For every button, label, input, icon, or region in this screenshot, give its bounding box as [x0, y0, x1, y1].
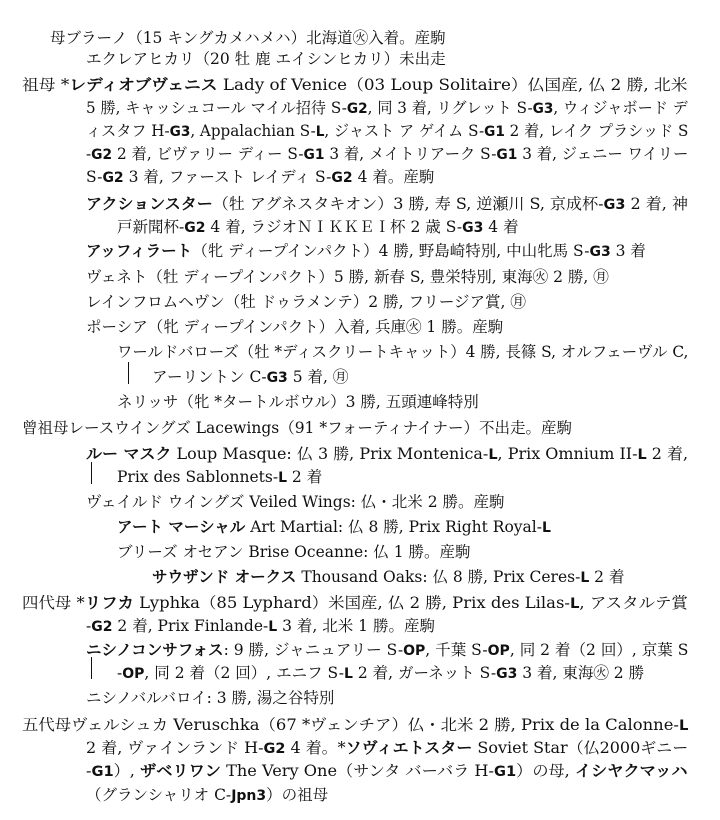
line-text: : 9 勝, ジャニュアリー S- — [223, 641, 404, 659]
line-text: 戸新聞杯- — [117, 218, 185, 236]
line-text: Lyphka（85 Lyphard）米国産, 仏 2 勝, Prix des Lilas- — [133, 594, 570, 612]
horse-name: アッフィラート — [86, 242, 193, 260]
line-text: 四代母 * — [22, 594, 85, 612]
pedigree-line — [117, 466, 322, 489]
race-grade: OP — [487, 643, 510, 659]
line-text: 3 着 — [610, 242, 646, 260]
line-text: 2 着 — [287, 468, 323, 486]
race-grade: G2 — [91, 147, 113, 163]
pedigree-line — [86, 784, 328, 807]
line-text: 2 着, レイク プラシッド S — [504, 122, 689, 140]
horse-name: ザベリワン — [140, 762, 221, 780]
race-grade: G3 — [603, 197, 626, 213]
horse-name: リフカ — [84, 594, 134, 612]
race-grade: L — [488, 447, 498, 463]
tree-connector — [91, 657, 92, 679]
line-text: 3 着, ファースト レイディ S- — [123, 168, 332, 186]
race-grade: OP — [403, 643, 426, 659]
line-text: アーリントン C- — [152, 368, 267, 386]
line-text: （グランシャリオ C- — [86, 786, 232, 804]
race-grade: OP — [122, 666, 145, 682]
pedigree-line — [117, 662, 644, 685]
race-grade: G2 — [346, 101, 368, 117]
pedigree-line — [22, 714, 688, 737]
line-text: 2 着, Prix Finlande- — [112, 617, 269, 635]
line-text: S- — [86, 168, 103, 186]
line-text: , アスタルテ賞 — [579, 594, 688, 612]
line-text: , ウィジャボード デ — [553, 99, 688, 117]
line-text: - — [86, 617, 92, 635]
line-text: - — [86, 145, 92, 163]
pedigree-line — [86, 760, 688, 783]
pedigree-line — [117, 391, 479, 413]
race-grade: G1 — [496, 147, 518, 163]
race-grade: L — [344, 666, 353, 682]
pedigree-line — [86, 639, 688, 662]
line-text: 2 着, ビヴァリー ディー S- — [112, 145, 304, 163]
line-text: 祖母 * — [22, 76, 70, 94]
horse-name: イシヤクマッハ — [574, 762, 688, 780]
race-grade: L — [278, 470, 287, 486]
line-text: , ジャスト ア ゲイム S- — [324, 122, 485, 140]
line-text: ヴェネト（牡 ディープインパクト）5 勝, 新春 S, 豊栄特別, 東海㊋ 2 勝, ㊊ — [86, 268, 609, 286]
pedigree-line — [117, 516, 551, 539]
line-text: ネリッサ（牝 *タートルボウル）3 勝, 五頭連峰特別 — [117, 393, 479, 411]
pedigree-line — [86, 193, 688, 216]
line-text: ブリーズ オセアン Brise Oceanne: 仏 1 勝。産駒 — [117, 543, 471, 561]
line-text: ニシノバルバロイ: 3 勝, 湯之谷特別 — [86, 689, 335, 707]
line-text: Art Martial: 仏 8 勝, Prix Right Royal- — [245, 518, 542, 536]
line-text: レインフロムヘヴン（牡 ドゥラメンテ）2 勝, フリージア賞, ㊊ — [86, 293, 526, 311]
line-text: 曾祖母レースウイングズ Lacewings（91 *フォーティナイナー）不出走。産駒 — [22, 419, 572, 437]
race-grade: G1 — [91, 764, 114, 780]
pedigree-line — [86, 687, 334, 709]
line-text: 3 着, 北米 1 勝。産駒 — [277, 617, 435, 635]
race-grade: G2 — [331, 170, 353, 186]
line-text: 2 着 — [589, 568, 625, 586]
tree-connector — [128, 362, 129, 384]
pedigree-line — [86, 240, 646, 263]
race-grade: G2 — [184, 220, 206, 236]
pedigree-line — [86, 120, 688, 143]
line-text: 2 着, 神 — [625, 195, 688, 213]
line-text: 2 着, — [646, 445, 689, 463]
line-text: The Very One（サンタ バーバラ H- — [220, 762, 494, 780]
horse-name: ルー マスク — [86, 445, 172, 463]
line-text: ヴェイルド ウイングズ Veiled Wings: 仏・北米 2 勝。産駒 — [86, 493, 505, 511]
line-text: ポーシア（牝 ディープインパクト）入着, 兵庫㊋ 1 勝。産駒 — [86, 318, 504, 336]
line-text: ワールドバローズ（牡 *ディスクリートキャット）4 勝, 長篠 S, オルフェーヴル C, — [117, 343, 689, 361]
horse-name: アート マーシャル — [117, 518, 246, 536]
line-text: 母ブラーノ（15 キングカメハメハ）北海道㊋入着。産駒 — [50, 29, 446, 47]
line-text: Soviet Star（仏2000ギニー — [472, 739, 689, 757]
line-text: （牝 ディープインパクト）4 勝, 野島崎特別, 中山牝馬 S- — [192, 242, 590, 260]
pedigree-line — [86, 443, 688, 466]
pedigree-line — [22, 74, 688, 96]
line-text: , Appalachian S- — [190, 122, 316, 140]
line-text: 2 着, ガーネット S- — [352, 664, 497, 682]
line-text: , Prix Omnium II- — [497, 445, 638, 463]
line-text: エクレアヒカリ（20 牡 鹿 エイシンヒカリ）未出走 — [86, 50, 446, 68]
horse-name: アクションスター — [86, 195, 213, 213]
horse-name: レディオブヴェニス — [69, 76, 218, 94]
pedigree-line — [86, 316, 503, 338]
line-text: 2 着, ヴァインランド H- — [86, 739, 264, 757]
pedigree-line — [50, 27, 446, 49]
pedigree-line — [86, 97, 688, 120]
tree-connector — [91, 462, 92, 484]
line-text: Loup Masque: 仏 3 勝, Prix Montenica- — [171, 445, 489, 463]
pedigree-line — [117, 216, 519, 239]
line-text: , 同 2 着（2 回）, 京葉 S — [509, 641, 689, 659]
pedigree-line — [152, 566, 624, 589]
line-text: 五代母ヴェルシュカ Veruschka（67 *ヴェンチア）仏・北米 2 勝, Prix de la Calonne- — [22, 716, 679, 734]
line-text: - — [117, 664, 123, 682]
pedigree-line — [22, 417, 572, 439]
horse-name: ニシノコンサフォス — [86, 641, 224, 659]
line-text: - — [86, 762, 92, 780]
race-grade: G2 — [263, 741, 286, 757]
race-grade: L — [541, 520, 551, 536]
race-grade: G3 — [462, 220, 484, 236]
race-grade: G1 — [303, 147, 325, 163]
race-grade: L — [268, 619, 278, 635]
pedigree-line — [117, 541, 471, 563]
race-grade: L — [580, 570, 590, 586]
line-text: 4 着。産駒 — [352, 168, 435, 186]
race-grade: L — [678, 718, 689, 734]
line-text: ）, — [113, 762, 141, 780]
race-grade: G2 — [91, 619, 113, 635]
line-text: 3 着, ジェニー ワイリー — [517, 145, 689, 163]
line-text: 4 着, ラジオＮＩＫＫＥＩ杯 2 歳 S- — [205, 218, 463, 236]
pedigree-line — [86, 266, 609, 288]
race-grade: L — [569, 596, 580, 612]
pedigree-line — [86, 166, 434, 189]
line-text: Thousand Oaks: 仏 8 勝, Prix Ceres- — [296, 568, 581, 586]
line-text: , 同 3 着, リグレット S- — [367, 99, 533, 117]
pedigree-line — [22, 592, 688, 615]
line-text: 4 着 — [483, 218, 519, 236]
line-text: 5 着, ㊊ — [287, 368, 349, 386]
line-text: Prix des Sablonnets- — [117, 468, 279, 486]
pedigree-line — [86, 48, 446, 70]
pedigree-line — [86, 615, 435, 638]
pedigree-line — [152, 366, 348, 389]
line-text: （牡 アグネスタキオン）3 勝, 寿 S, 逆瀬川 S, 京成杯- — [212, 195, 604, 213]
line-text: Lady of Venice（03 Loup Solitaire）仏国産, 仏 2 勝, 北米 — [217, 76, 688, 94]
line-text: , 千葉 S- — [425, 641, 488, 659]
line-text: , 同 2 着（2 回）, エニフ S- — [144, 664, 344, 682]
race-grade: L — [637, 447, 647, 463]
line-text: 3 着, 東海㊋ 2 勝 — [517, 664, 645, 682]
race-grade: G2 — [102, 170, 124, 186]
race-grade: G3 — [266, 370, 288, 386]
race-grade: G3 — [589, 244, 611, 260]
pedigree-line — [86, 737, 688, 760]
pedigree-line — [86, 491, 505, 513]
horse-name: ソヴィエトスター — [345, 739, 473, 757]
pedigree-line — [86, 291, 526, 313]
horse-name: サウザンド オークス — [152, 568, 297, 586]
line-text: ）の母, — [516, 762, 575, 780]
race-grade: G1 — [493, 764, 517, 780]
line-text: 5 勝, キャッシュコール マイル招待 S- — [86, 99, 347, 117]
line-text: ィスタフ H- — [86, 122, 170, 140]
line-text: ）の祖母 — [266, 786, 329, 804]
race-grade: L — [315, 124, 325, 140]
line-text: 4 着。* — [285, 739, 346, 757]
race-grade: G1 — [484, 124, 505, 140]
pedigree-line — [117, 341, 688, 363]
race-grade: G3 — [169, 124, 191, 140]
race-grade: G3 — [496, 666, 518, 682]
line-text: 3 着, メイトリアーク S- — [324, 145, 497, 163]
race-grade: Jpn3 — [231, 788, 267, 804]
race-grade: G3 — [532, 101, 554, 117]
pedigree-line — [86, 143, 688, 166]
